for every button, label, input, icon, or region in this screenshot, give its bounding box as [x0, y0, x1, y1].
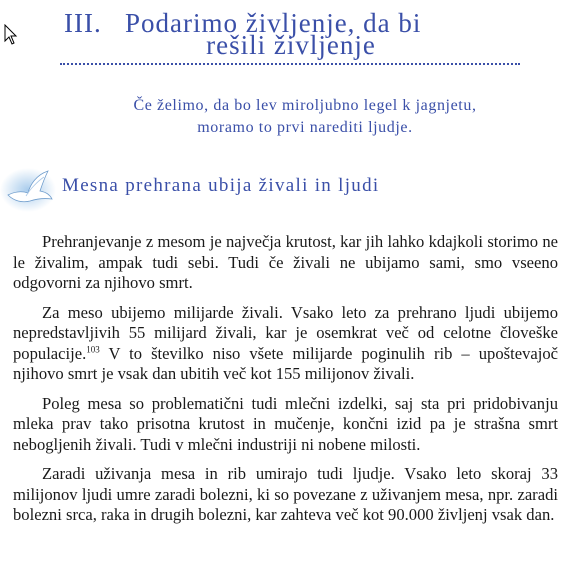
chapter-title-line1: III. Podarimo življenje, da bi: [64, 8, 422, 38]
epigraph-line1: Če želimo, da bo lev miroljubno legel k jagnjetu,: [133, 97, 477, 114]
dove-icon: [0, 165, 60, 215]
mouse-cursor-icon: [4, 24, 18, 46]
body-text: [13, 232, 558, 535]
section-title: Mesna prehrana ubija živali in ljudi: [62, 175, 380, 196]
paragraph-1: Prehranjevanje z mesom je največja krutost, kar jih lahko kdajkoli storimo ne le živalim, ampak tudi sebi. Tudi če živali ne ubijamo sami, smo vseeno odgovorni za njihovo smrt.: [13, 232, 558, 292]
paragraph-2-text-end: V to številko niso všete milijarde poginulih rib – upoštevajoč njihovo smrt je vsak dan ubitih več kot 155 milijonov živali.: [13, 343, 558, 383]
chapter-title: [56, 10, 526, 58]
paragraph-2: [13, 303, 558, 385]
paragraph-3: Poleg mesa so problematični tudi mlečni izdelki, saj sta pri pridobivanju mleka prav tako prisotna krutost in mučenje, končni izid pa je strašna smrt nebogljenih živali. Tudi v mlečni industriji ni nobene milosti.: [13, 393, 558, 454]
title-divider: [60, 63, 520, 65]
footnote-marker[interactable]: 103: [86, 343, 100, 354]
section-heading: [0, 165, 576, 215]
epigraph-line2: moramo to prvi narediti ljudje.: [197, 119, 413, 136]
chapter-title-line2: rešili življenje: [206, 30, 376, 60]
paragraph-4: Zaradi uživanja mesa in rib umirajo tudi ljudje. Vsako leto skoraj 33 milijonov ljudi umre zaradi bolezni, ki so povezane z uživanjem mesa, npr. zaradi bolezni srca, raka in drugih bolezni, kar zahteva več kot 90.000 življenj vsak dan.: [13, 464, 558, 524]
paragraph-2-text-start: Za meso ubijemo milijarde živali. Vsako leto za prehrano ljudi ubijemo nepredstavljivih 55 milijard živali, kar je osemkrat več od celotne človeške populacije.: [13, 302, 558, 363]
epigraph: [90, 95, 520, 139]
